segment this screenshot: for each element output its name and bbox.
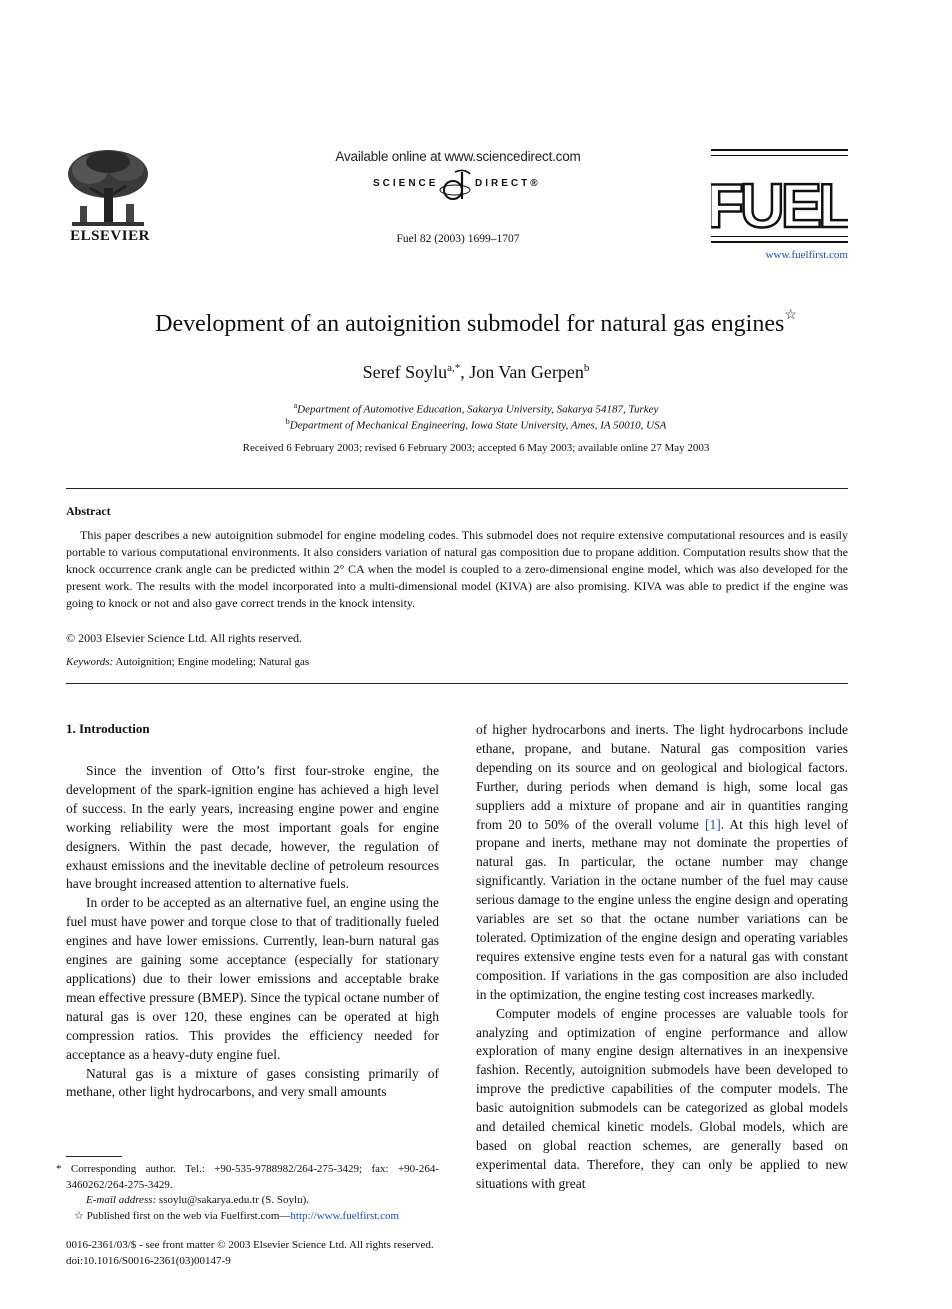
right-column bbox=[476, 721, 848, 1194]
author-affiliation-mark[interactable]: b bbox=[583, 362, 590, 374]
abstract-text: This paper describes a new autoignition submodel for engine modeling codes. This submodel does not require extensive computational resources and is easily portable to various computational environments. It also considers variation of natural gas composition due to propane addition. Computation results show that the knock occurrence crank angle can be predicted within 2° CA when the model is coupled to a zero-dimensional engine model, which was also developed for the present work. The results with the model incorporated into a multi-dimensional model (KIVA) are also promising. KIVA was able to predict if the engine was going to knock or not and also gave correct trends in the knock intensity. bbox=[66, 528, 848, 610]
keywords-list: Autoignition; Engine modeling; Natural gas bbox=[113, 656, 310, 668]
footnote-divider bbox=[66, 1156, 122, 1157]
affiliation-mark: b bbox=[285, 417, 290, 426]
doi-line: doi:10.1016/S0016-2361(03)00147-9 bbox=[66, 1254, 231, 1267]
paragraph: Computer models of engine processes are valuable tools for analyzing and optimization of engine performance and allow exploration of many engine design alternatives in an inexpensive fashion. Recently, autoignition submodels have been developed to improve the predictive capabilities of the computer models. The basic autoignition submodels can be categorized as global models and detailed chemical kinetic models. Global models, which are based on global reaction schemes, are generally based on experimental data. Therefore, they can only be applied to new situations with great bbox=[476, 1005, 848, 1191]
paragraph: Natural gas is a mixture of gases consisting primarily of methane, other light hydrocarbons, and very small amounts bbox=[66, 1065, 439, 1100]
affiliation-text: Department of Automotive Education, Sakarya University, Sakarya 54187, Turkey bbox=[297, 403, 659, 416]
citation-link[interactable]: [1] bbox=[704, 816, 721, 832]
copyright-notice: © 2003 Elsevier Science Ltd. All rights reserved. bbox=[66, 631, 303, 645]
left-column bbox=[66, 762, 439, 1102]
fuelfirst-link[interactable]: http://www.fuelfirst.com bbox=[290, 1209, 400, 1222]
sciencedirect-d-icon bbox=[437, 168, 473, 204]
affiliation-b bbox=[60, 417, 892, 432]
sciencedirect-logo bbox=[325, 168, 585, 204]
paragraph-text: of higher hydrocarbons and inerts. The light hydrocarbons include ethane, propane, and butane. Natural gas composition varies depending on its source and on geological and biological factors. Further, during periods when demand is high, some local gas suppliers add a mixture of propane and air in quantities ranging from 20 to 50% of the overall volume bbox=[476, 722, 848, 832]
issn-doi bbox=[66, 1238, 434, 1269]
keywords bbox=[66, 656, 309, 668]
paragraph: Since the invention of Otto’s first four-stroke engine, the development of the spark-ignition engine has achieved a high level of success. In the early years, increasing engine power and engine working reliability were the most important goals for engine designers. Within the past decade, however, the regulation of exhaust emissions and the inevitable decline of petroleum resources have brought increased attention to alternative fuels. bbox=[66, 763, 439, 892]
footnote-text: Published first on the web via Fuelfirst.com— bbox=[83, 1209, 291, 1222]
keywords-label: Keywords: bbox=[66, 656, 114, 668]
publisher-name: ELSEVIER bbox=[70, 228, 150, 244]
footnotes bbox=[56, 1162, 439, 1224]
sciencedirect-left: SCIENCE bbox=[373, 178, 439, 189]
paragraph-text: . At this high level of propane and inerts, methane may not dominate the properties of natural gas. In particular, the octane number may change significantly. Variation in the octane number of the fuel may cause serious damage to the engine unless the engine design and operating variables are set so that the octane number variations can be tolerated. Optimization of the engine design and operating variables requires extensive engine tests even for a natural gas with constant composition. If variations in the gas composition are also included in the optimization, the engine testing cost increases markedly. bbox=[476, 816, 848, 1002]
footnote-mark: * bbox=[56, 1163, 62, 1175]
email-label: E-mail address: bbox=[86, 1194, 157, 1206]
footnote-email bbox=[66, 1193, 439, 1209]
title-star-mark[interactable]: ☆ bbox=[784, 308, 797, 323]
paragraph bbox=[476, 721, 848, 1005]
section-heading: 1. Introduction bbox=[66, 721, 150, 736]
author-name: Jon Van Gerpen bbox=[469, 362, 584, 382]
paragraph: In order to be accepted as an alternative fuel, an engine using the fuel must have power and torque close to that of traditionally fueled engines and have lower emissions. Currently, lean-burn natural gas engines are gaining some acceptance (especially for stationary applications) due to their lower emissions and acceptable brake mean effective pressure (BMEP). Since the typical octane number of natural gas is over 120, these engines can be operated at high compression ratios. This provides the efficiency needed for acceptance as a heavy-duty engine fuel. bbox=[66, 895, 439, 1062]
available-online-text: Available online at www.sciencedirect.com bbox=[335, 149, 581, 164]
footnote-text: Corresponding author. Tel.: +90-535-9788982/264-275-3429; fax: +90-264-3460262/264-275-3429. bbox=[61, 1163, 439, 1191]
article-title-block bbox=[60, 310, 892, 338]
journal-reference: Fuel 82 (2003) 1699–1707 bbox=[396, 233, 520, 245]
affiliation-mark: a bbox=[293, 401, 298, 410]
affiliation-text: Department of Mechanical Engineering, Iowa State University, Ames, IA 50010, USA bbox=[289, 419, 667, 432]
author-list bbox=[60, 362, 892, 383]
affiliation-a bbox=[60, 401, 892, 416]
sciencedirect-right: DIRECT® bbox=[475, 178, 541, 189]
article-history: Received 6 February 2003; revised 6 February 2003; accepted 6 May 2003; available online 27 May 2003 bbox=[242, 442, 710, 454]
fuel-logo-text: FUEL bbox=[711, 172, 848, 241]
journal-url-link[interactable]: www.fuelfirst.com bbox=[765, 249, 848, 261]
issn-line: 0016-2361/03/$ - see front matter © 2003 Elsevier Science Ltd. All rights reserved. bbox=[66, 1239, 434, 1251]
footnote-mark: ☆ bbox=[74, 1209, 84, 1222]
author-affiliation-mark[interactable]: a,* bbox=[447, 362, 461, 374]
footnote-corresponding bbox=[56, 1162, 439, 1193]
footnote-published bbox=[66, 1209, 439, 1225]
fuel-journal-logo bbox=[711, 147, 848, 245]
author-name: Seref Soylu bbox=[362, 362, 448, 382]
article-title: Development of an autoignition submodel for natural gas engines bbox=[155, 311, 785, 337]
abstract-heading: Abstract bbox=[66, 504, 111, 518]
email-address[interactable]: ssoylu@sakarya.edu.tr (S. Soylu). bbox=[156, 1194, 309, 1206]
divider bbox=[66, 488, 848, 489]
divider bbox=[66, 683, 848, 684]
author-separator: , bbox=[460, 362, 470, 382]
